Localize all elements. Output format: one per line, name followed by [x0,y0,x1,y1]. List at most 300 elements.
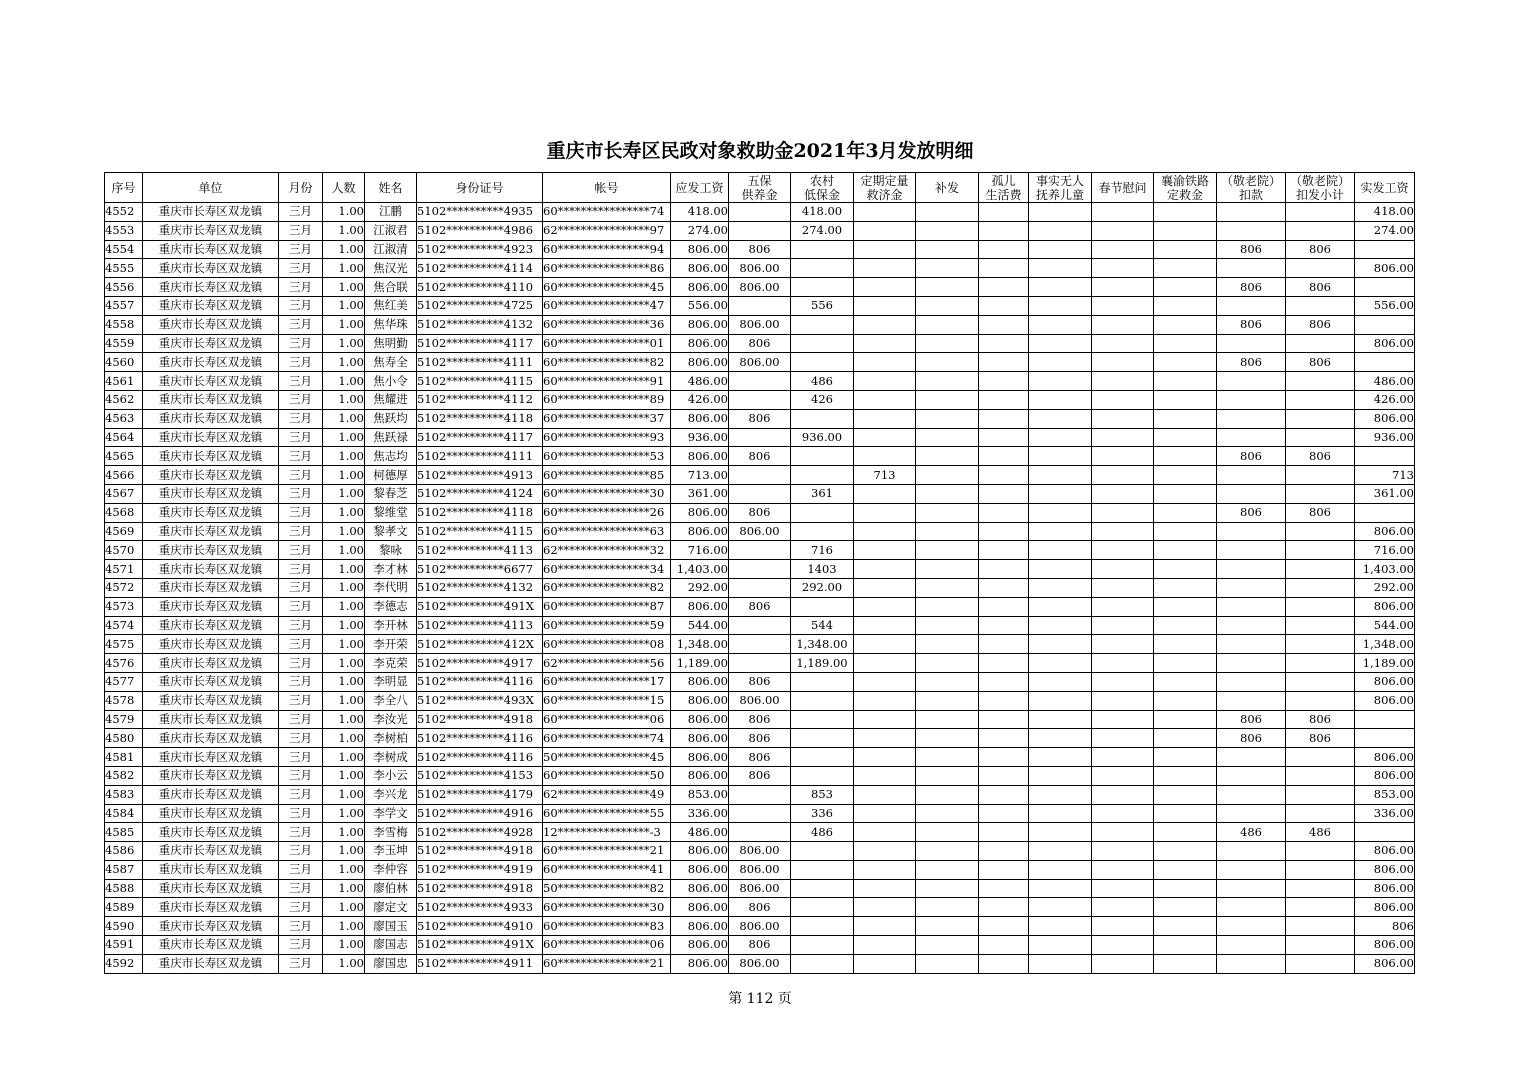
cell-serial: 4564 [105,428,143,447]
cell-net-pay [1355,240,1415,259]
cell-nursing-subtotal [1286,954,1355,973]
cell-orphan-living [979,353,1029,372]
cell-nursing-subtotal [1286,296,1355,315]
cell-five-guarantee: 806.00 [729,860,791,879]
cell-nursing-subtotal [1286,616,1355,635]
cell-unit: 重庆市长寿区双龙镇 [143,503,279,522]
cell-xiangyu-railway [1154,203,1217,222]
cell-id-number: 5102**********4118 [417,503,543,522]
cell-month: 三月 [279,560,323,579]
cell-nursing-deduction [1217,804,1286,823]
cell-xiangyu-railway [1154,748,1217,767]
cell-back-pay [916,484,979,503]
header-regular-relief-line: 救济金 [866,187,903,202]
table-row [105,785,1415,804]
cell-regular-relief [854,503,916,522]
cell-account: 60****************53 [543,447,671,466]
cell-count: 1.00 [323,278,365,297]
table-row [105,879,1415,898]
cell-xiangyu-railway [1154,278,1217,297]
cell-rural-subsidy [791,503,854,522]
cell-nursing-subtotal [1286,541,1355,560]
cell-unit: 重庆市长寿区双龙镇 [143,221,279,240]
cell-back-pay [916,353,979,372]
cell-name: 李雪梅 [365,823,417,842]
cell-five-guarantee: 806.00 [729,954,791,973]
cell-rural-subsidy: 556 [791,296,854,315]
cell-gross-pay: 806.00 [671,748,729,767]
header-count-line: 人数 [331,180,356,195]
cell-id-number: 5102**********4113 [417,616,543,635]
cell-nursing-deduction [1217,936,1286,955]
cell-rural-subsidy [791,748,854,767]
header-de-facto-orphan-line: 事实无人 [1035,173,1084,188]
cell-count: 1.00 [323,578,365,597]
cell-de-facto-orphan [1029,484,1092,503]
table-row [105,635,1415,654]
cell-serial: 4573 [105,597,143,616]
cell-orphan-living [979,597,1029,616]
cell-back-pay [916,616,979,635]
cell-back-pay [916,785,979,804]
header-serial [105,173,143,203]
cell-de-facto-orphan [1029,785,1092,804]
cell-serial: 4589 [105,898,143,917]
cell-xiangyu-railway [1154,616,1217,635]
cell-regular-relief [854,541,916,560]
cell-nursing-subtotal [1286,785,1355,804]
cell-orphan-living [979,936,1029,955]
cell-spring-festival [1092,635,1154,654]
cell-unit: 重庆市长寿区双龙镇 [143,259,279,278]
header-regular-relief [854,173,916,203]
cell-nursing-subtotal [1286,484,1355,503]
cell-name: 李仲容 [365,860,417,879]
cell-net-pay: 556.00 [1355,296,1415,315]
cell-rural-subsidy: 1403 [791,560,854,579]
cell-nursing-subtotal [1286,860,1355,879]
cell-orphan-living [979,296,1029,315]
cell-nursing-subtotal [1286,390,1355,409]
cell-serial: 4585 [105,823,143,842]
header-regular-relief-line: 定期定量 [860,173,909,188]
cell-rural-subsidy [791,729,854,748]
cell-xiangyu-railway [1154,503,1217,522]
cell-orphan-living [979,654,1029,673]
cell-back-pay [916,672,979,691]
cell-nursing-deduction [1217,466,1286,485]
cell-xiangyu-railway [1154,597,1217,616]
cell-name: 李才林 [365,560,417,579]
cell-rural-subsidy [791,315,854,334]
cell-xiangyu-railway [1154,259,1217,278]
header-rural-subsidy-line: 农村 [809,173,834,188]
header-back-pay-line: 补发 [934,180,959,195]
cell-regular-relief [854,597,916,616]
cell-regular-relief [854,766,916,785]
table-row [105,936,1415,955]
cell-name: 李开荣 [365,635,417,654]
cell-serial: 4560 [105,353,143,372]
cell-id-number: 5102**********4115 [417,372,543,391]
cell-nursing-deduction [1217,785,1286,804]
cell-gross-pay: 806.00 [671,278,729,297]
cell-nursing-deduction [1217,409,1286,428]
cell-net-pay [1355,729,1415,748]
table-row [105,804,1415,823]
cell-de-facto-orphan [1029,522,1092,541]
cell-rural-subsidy: 426 [791,390,854,409]
cell-five-guarantee: 806.00 [729,522,791,541]
cell-gross-pay: 806.00 [671,353,729,372]
cell-spring-festival [1092,672,1154,691]
header-unit-line: 单位 [198,180,223,195]
cell-back-pay [916,541,979,560]
cell-gross-pay: 806.00 [671,860,729,879]
cell-orphan-living [979,221,1029,240]
cell-five-guarantee [729,428,791,447]
cell-account: 60****************87 [543,597,671,616]
cell-xiangyu-railway [1154,917,1217,936]
header-net-pay [1355,173,1415,203]
cell-gross-pay: 936.00 [671,428,729,447]
cell-count: 1.00 [323,466,365,485]
cell-regular-relief [854,522,916,541]
cell-serial: 4570 [105,541,143,560]
cell-unit: 重庆市长寿区双龙镇 [143,597,279,616]
cell-unit: 重庆市长寿区双龙镇 [143,879,279,898]
cell-id-number: 5102**********493X [417,691,543,710]
table-row [105,278,1415,297]
table-row [105,390,1415,409]
cell-serial: 4581 [105,748,143,767]
cell-back-pay [916,766,979,785]
cell-xiangyu-railway [1154,710,1217,729]
table-row [105,240,1415,259]
cell-regular-relief [854,390,916,409]
cell-de-facto-orphan [1029,428,1092,447]
cell-account: 60****************01 [543,334,671,353]
cell-spring-festival [1092,409,1154,428]
cell-back-pay [916,447,979,466]
cell-xiangyu-railway [1154,578,1217,597]
cell-spring-festival [1092,954,1154,973]
cell-name: 黎维堂 [365,503,417,522]
cell-regular-relief [854,710,916,729]
cell-rural-subsidy: 1,189.00 [791,654,854,673]
cell-de-facto-orphan [1029,597,1092,616]
cell-five-guarantee [729,203,791,222]
cell-de-facto-orphan [1029,315,1092,334]
cell-nursing-subtotal [1286,691,1355,710]
cell-nursing-subtotal [1286,898,1355,917]
cell-serial: 4555 [105,259,143,278]
cell-spring-festival [1092,240,1154,259]
cell-rural-subsidy [791,278,854,297]
cell-serial: 4586 [105,842,143,861]
cell-count: 1.00 [323,842,365,861]
cell-regular-relief [854,353,916,372]
cell-serial: 4578 [105,691,143,710]
cell-serial: 4592 [105,954,143,973]
cell-nursing-deduction [1217,334,1286,353]
cell-five-guarantee [729,372,791,391]
cell-back-pay [916,315,979,334]
cell-regular-relief [854,315,916,334]
header-id-number-line: 身份证号 [455,180,504,195]
cell-nursing-subtotal: 806 [1286,729,1355,748]
cell-account: 60****************91 [543,372,671,391]
cell-name: 柯德厚 [365,466,417,485]
cell-xiangyu-railway [1154,428,1217,447]
cell-unit: 重庆市长寿区双龙镇 [143,466,279,485]
cell-rural-subsidy: 486 [791,372,854,391]
cell-back-pay [916,259,979,278]
cell-gross-pay: 853.00 [671,785,729,804]
cell-five-guarantee [729,635,791,654]
cell-nursing-subtotal [1286,672,1355,691]
table-row [105,296,1415,315]
cell-id-number: 5102**********4117 [417,334,543,353]
table-row [105,654,1415,673]
cell-de-facto-orphan [1029,917,1092,936]
cell-account: 62****************56 [543,654,671,673]
header-count [323,173,365,203]
cell-serial: 4561 [105,372,143,391]
cell-count: 1.00 [323,748,365,767]
cell-five-guarantee: 806 [729,898,791,917]
cell-orphan-living [979,541,1029,560]
cell-de-facto-orphan [1029,748,1092,767]
cell-gross-pay: 806.00 [671,522,729,541]
cell-five-guarantee [729,466,791,485]
cell-month: 三月 [279,296,323,315]
cell-spring-festival [1092,710,1154,729]
cell-back-pay [916,917,979,936]
table-row [105,597,1415,616]
cell-net-pay: 806.00 [1355,954,1415,973]
cell-count: 1.00 [323,672,365,691]
cell-nursing-deduction [1217,954,1286,973]
cell-orphan-living [979,748,1029,767]
cell-five-guarantee [729,560,791,579]
table-row [105,616,1415,635]
cell-spring-festival [1092,203,1154,222]
cell-five-guarantee: 806 [729,729,791,748]
cell-name: 黎春芝 [365,484,417,503]
cell-id-number: 5102**********6677 [417,560,543,579]
cell-account: 60****************15 [543,691,671,710]
cell-de-facto-orphan [1029,372,1092,391]
cell-regular-relief [854,654,916,673]
cell-count: 1.00 [323,936,365,955]
cell-unit: 重庆市长寿区双龙镇 [143,240,279,259]
cell-de-facto-orphan [1029,635,1092,654]
cell-net-pay: 361.00 [1355,484,1415,503]
cell-id-number: 5102**********4112 [417,390,543,409]
cell-de-facto-orphan [1029,353,1092,372]
cell-nursing-deduction [1217,635,1286,654]
header-nursing-subtotal [1286,173,1355,203]
cell-account: 62****************32 [543,541,671,560]
cell-de-facto-orphan [1029,954,1092,973]
cell-id-number: 5102**********4132 [417,315,543,334]
cell-serial: 4552 [105,203,143,222]
cell-gross-pay: 806.00 [671,766,729,785]
cell-account: 60****************45 [543,278,671,297]
cell-net-pay: 806.00 [1355,597,1415,616]
cell-id-number: 5102**********4910 [417,917,543,936]
cell-gross-pay: 336.00 [671,804,729,823]
cell-gross-pay: 486.00 [671,823,729,842]
cell-nursing-deduction: 806 [1217,447,1286,466]
cell-xiangyu-railway [1154,635,1217,654]
cell-month: 三月 [279,522,323,541]
cell-regular-relief [854,954,916,973]
cell-name: 焦明勤 [365,334,417,353]
cell-month: 三月 [279,334,323,353]
cell-serial: 4557 [105,296,143,315]
cell-xiangyu-railway [1154,372,1217,391]
cell-back-pay [916,409,979,428]
cell-net-pay: 1,403.00 [1355,560,1415,579]
cell-five-guarantee: 806 [729,597,791,616]
cell-five-guarantee [729,654,791,673]
cell-regular-relief [854,428,916,447]
header-orphan-living-line: 孤儿 [991,173,1016,188]
cell-count: 1.00 [323,372,365,391]
cell-spring-festival [1092,447,1154,466]
cell-xiangyu-railway [1154,522,1217,541]
cell-spring-festival [1092,315,1154,334]
cell-id-number: 5102**********4116 [417,729,543,748]
cell-unit: 重庆市长寿区双龙镇 [143,898,279,917]
cell-name: 焦汉光 [365,259,417,278]
cell-name: 廖国志 [365,936,417,955]
cell-five-guarantee: 806.00 [729,691,791,710]
cell-account: 60****************30 [543,484,671,503]
cell-orphan-living [979,428,1029,447]
cell-de-facto-orphan [1029,578,1092,597]
cell-regular-relief [854,616,916,635]
cell-five-guarantee: 806.00 [729,917,791,936]
cell-regular-relief [854,296,916,315]
cell-de-facto-orphan [1029,466,1092,485]
cell-orphan-living [979,240,1029,259]
cell-account: 60****************21 [543,842,671,861]
cell-name: 廖定文 [365,898,417,917]
cell-gross-pay: 806.00 [671,597,729,616]
cell-nursing-subtotal: 806 [1286,447,1355,466]
cell-gross-pay: 556.00 [671,296,729,315]
cell-five-guarantee: 806 [729,710,791,729]
cell-nursing-deduction: 486 [1217,823,1286,842]
cell-xiangyu-railway [1154,860,1217,879]
cell-month: 三月 [279,390,323,409]
cell-nursing-subtotal: 806 [1286,503,1355,522]
header-month [279,173,323,203]
cell-spring-festival [1092,428,1154,447]
cell-serial: 4575 [105,635,143,654]
cell-id-number: 5102**********4114 [417,259,543,278]
cell-spring-festival [1092,390,1154,409]
cell-id-number: 5102**********4916 [417,804,543,823]
cell-name: 廖伯林 [365,879,417,898]
cell-nursing-deduction [1217,672,1286,691]
cell-regular-relief [854,804,916,823]
cell-month: 三月 [279,842,323,861]
cell-back-pay [916,748,979,767]
header-nursing-subtotal-line: 扣发小计 [1295,187,1344,202]
cell-serial: 4568 [105,503,143,522]
cell-net-pay: 713 [1355,466,1415,485]
cell-nursing-subtotal [1286,409,1355,428]
table-row [105,221,1415,240]
cell-orphan-living [979,259,1029,278]
cell-nursing-deduction [1217,842,1286,861]
table-row [105,466,1415,485]
cell-serial: 4590 [105,917,143,936]
cell-month: 三月 [279,541,323,560]
cell-spring-festival [1092,372,1154,391]
table-body [105,203,1415,974]
cell-serial: 4572 [105,578,143,597]
cell-month: 三月 [279,691,323,710]
cell-net-pay: 806.00 [1355,860,1415,879]
cell-serial: 4588 [105,879,143,898]
cell-count: 1.00 [323,785,365,804]
cell-name: 江淑清 [365,240,417,259]
cell-month: 三月 [279,823,323,842]
cell-spring-festival [1092,221,1154,240]
cell-orphan-living [979,484,1029,503]
cell-five-guarantee [729,296,791,315]
cell-nursing-deduction [1217,522,1286,541]
cell-spring-festival [1092,879,1154,898]
cell-de-facto-orphan [1029,240,1092,259]
cell-month: 三月 [279,447,323,466]
cell-nursing-deduction [1217,484,1286,503]
cell-count: 1.00 [323,823,365,842]
cell-unit: 重庆市长寿区双龙镇 [143,315,279,334]
cell-serial: 4556 [105,278,143,297]
cell-id-number: 5102**********4111 [417,447,543,466]
header-account-line: 帐号 [594,180,619,195]
cell-count: 1.00 [323,203,365,222]
cell-de-facto-orphan [1029,541,1092,560]
header-nursing-deduction [1217,173,1286,203]
cell-gross-pay: 806.00 [671,879,729,898]
cell-rural-subsidy [791,597,854,616]
cell-gross-pay: 806.00 [671,240,729,259]
cell-regular-relief [854,823,916,842]
cell-account: 60****************93 [543,428,671,447]
cell-orphan-living [979,278,1029,297]
cell-regular-relief [854,560,916,579]
cell-de-facto-orphan [1029,823,1092,842]
cell-unit: 重庆市长寿区双龙镇 [143,203,279,222]
cell-account: 12****************-3 [543,823,671,842]
cell-nursing-deduction [1217,221,1286,240]
cell-rural-subsidy [791,766,854,785]
cell-unit: 重庆市长寿区双龙镇 [143,936,279,955]
cell-month: 三月 [279,917,323,936]
cell-xiangyu-railway [1154,654,1217,673]
cell-spring-festival [1092,654,1154,673]
cell-name: 焦耀进 [365,390,417,409]
cell-gross-pay: 806.00 [671,917,729,936]
cell-net-pay: 806.00 [1355,898,1415,917]
